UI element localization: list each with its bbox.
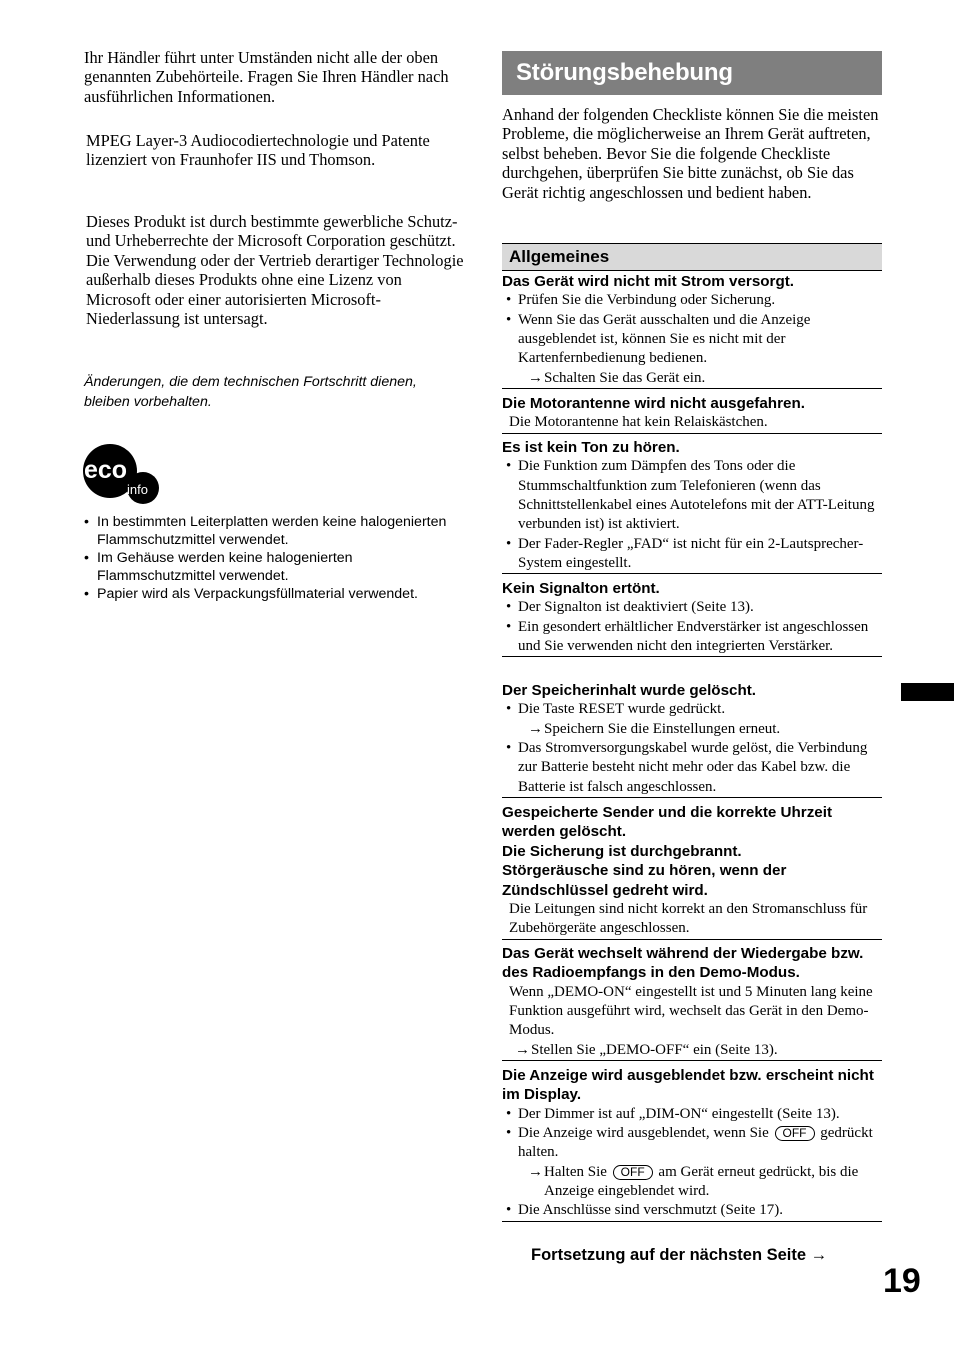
issue-text: Die Leitungen sind nicht korrekt an den Stromanschluss für Zubehörgeräte angeschlossen. bbox=[509, 901, 868, 937]
info-word: info bbox=[127, 482, 148, 497]
off-key-label: OFF bbox=[613, 1165, 653, 1180]
mpeg-license-note: MPEG Layer-3 Audiocodiertechnologie und Patente lizenziert von Fraunhofer IIS und Thomson. bbox=[86, 131, 430, 170]
issue-title: Störgeräusche sind zu hören, wenn der Zündschlüssel gedreht wird. bbox=[502, 862, 787, 899]
issue-power bbox=[502, 272, 882, 389]
issue-memory bbox=[502, 681, 882, 798]
issue-display bbox=[502, 1066, 882, 1222]
list-item: • In bestimmten Leiterplatten werden keine halogenierten Flammschutzmittel verwendet. bbox=[84, 513, 464, 549]
list-item: • Der Signalton ist deaktiviert (Seite 13). bbox=[502, 598, 882, 617]
arrow-icon: → bbox=[528, 369, 543, 386]
issue-text: Die Motorantenne hat kein Relaiskästchen. bbox=[509, 414, 768, 431]
dealer-note: Ihr Händler führt unter Umständen nicht alle der oben genannten Zubehörteile. Fragen Sie Ihren Händler nach ausführlichen Informationen. bbox=[84, 48, 449, 106]
list-item: • Wenn Sie das Gerät ausschalten und die Anzeige ausgeblendet ist, können Sie es nicht mit der Kartenfernbedienung bedienen. bbox=[502, 311, 882, 369]
eco-points-list bbox=[84, 513, 464, 603]
microsoft-license-note: Dieses Produkt ist durch bestimmte gewerbliche Schutz- und Urheberrechte der Microsoft Corporation geschützt. Die Verwendung oder der Vertrieb derartiger Technologie außerhalb dieses Produkts ohne eine Lizenz von Microsoft oder einer autorisierten Microsoft-Niederlassung ist untersagt. bbox=[86, 212, 464, 329]
remedy-line: → Speichern Sie die Einstellungen erneut. bbox=[502, 720, 882, 739]
eco-word: eco bbox=[84, 456, 128, 484]
remedy-line: → Halten Sie OFF am Gerät erneut gedrückt, bis die Anzeige eingeblendet wird. bbox=[502, 1163, 882, 1202]
issue-title: Das Gerät wird nicht mit Strom versorgt. bbox=[502, 273, 795, 290]
list-item: • Ein gesondert erhältlicher Endverstärker ist angeschlossen und Sie verwenden nicht den integrierten Verstärker. bbox=[502, 618, 882, 657]
arrow-icon: → bbox=[810, 1246, 828, 1264]
issue-title: Es ist kein Ton zu hören. bbox=[502, 439, 680, 456]
troubleshooting-intro: Anhand der folgenden Checkliste können Sie die meisten Probleme, die möglicherweise an Ihrem Gerät auftreten, selbst beheben. Bevor Sie die folgende Checkliste durchgehen, überprüfen Sie bitte zunächst, ob Sie das Gerät richtig angeschlossen und bedient haben. bbox=[502, 105, 879, 202]
list-item: • Papier wird als Verpackungsfüllmaterial verwendet. bbox=[84, 585, 464, 603]
issue-title: Das Gerät wechselt während der Wiedergabe bzw. des Radioempfangs in den Demo-Modus. bbox=[502, 945, 864, 982]
off-key-label: OFF bbox=[775, 1126, 815, 1141]
issue-title: Die Motorantenne wird nicht ausgefahren. bbox=[502, 395, 805, 412]
issue-text: Wenn „DEMO-ON“ eingestellt ist und 5 Minuten lang keine Funktion ausgeführt wird, wechselt das Gerät in den Demo-Modus. bbox=[509, 983, 873, 1039]
list-item: • Prüfen Sie die Verbindung oder Sicherung. bbox=[502, 291, 882, 310]
issue-antenna bbox=[502, 394, 882, 434]
page-title: Störungsbehebung bbox=[502, 51, 882, 95]
issue-demo-mode bbox=[502, 944, 882, 1061]
list-item: • Die Funktion zum Dämpfen des Tons oder die Stummschaltfunktion zum Telefonieren (wenn das Schnittstellenkabel eines Autotelefons mit der ATT-Leitung verbunden ist) ist aktiviert. bbox=[502, 457, 882, 534]
list-item: • Die Anschlüsse sind verschmutzt (Seite 17). bbox=[502, 1201, 882, 1220]
page-number: 19 bbox=[883, 1262, 921, 1300]
issue-title: Gespeicherte Sender und die korrekte Uhrzeit werden gelöscht. bbox=[502, 804, 833, 841]
list-item: • Im Gehäuse werden keine halogenierten Flammschutzmittel verwendet. bbox=[84, 549, 464, 585]
issue-no-sound bbox=[502, 438, 882, 574]
arrow-icon: → bbox=[528, 720, 543, 737]
list-item: • Die Taste RESET wurde gedrückt. bbox=[502, 700, 882, 719]
issue-title: Kein Signalton ertönt. bbox=[502, 580, 660, 597]
chapter-tab-marker bbox=[901, 683, 954, 701]
remedy-line: → Schalten Sie das Gerät ein. bbox=[502, 369, 882, 388]
list-item: • Der Fader-Regler „FAD“ ist nicht für ein 2-Lautsprecher-System eingestellt. bbox=[502, 535, 882, 574]
section-heading: Allgemeines bbox=[502, 243, 882, 271]
issue-stations-deleted bbox=[502, 803, 882, 940]
remedy-line: → Stellen Sie „DEMO-OFF“ ein (Seite 13). bbox=[502, 1041, 882, 1060]
eco-info-logo bbox=[82, 442, 162, 508]
list-item: • Das Stromversorgungskabel wurde gelöst, die Verbindung zur Batterie besteht nicht mehr oder das Kabel bzw. die Batterie ist falsch angeschlossen. bbox=[502, 739, 882, 797]
continued-note: Fortsetzung auf der nächsten Seite → bbox=[531, 1246, 828, 1264]
issue-title: Der Speicherinhalt wurde gelöscht. bbox=[502, 682, 757, 699]
issue-title: Die Sicherung ist durchgebrannt. bbox=[502, 842, 742, 860]
issue-title: Die Anzeige wird ausgeblendet bzw. erscheint nicht im Display. bbox=[502, 1067, 874, 1104]
arrow-icon: → bbox=[528, 1163, 543, 1180]
changes-note: Änderungen, die dem technischen Fortschritt dienen, bleiben vorbehalten. bbox=[84, 374, 417, 410]
list-item: • Die Anzeige wird ausgeblendet, wenn Sie OFF gedrückt halten. bbox=[502, 1124, 882, 1163]
list-item: • Der Dimmer ist auf „DIM-ON“ eingestellt (Seite 13). bbox=[502, 1105, 882, 1124]
arrow-icon: → bbox=[515, 1041, 530, 1058]
issue-beep bbox=[502, 579, 882, 657]
